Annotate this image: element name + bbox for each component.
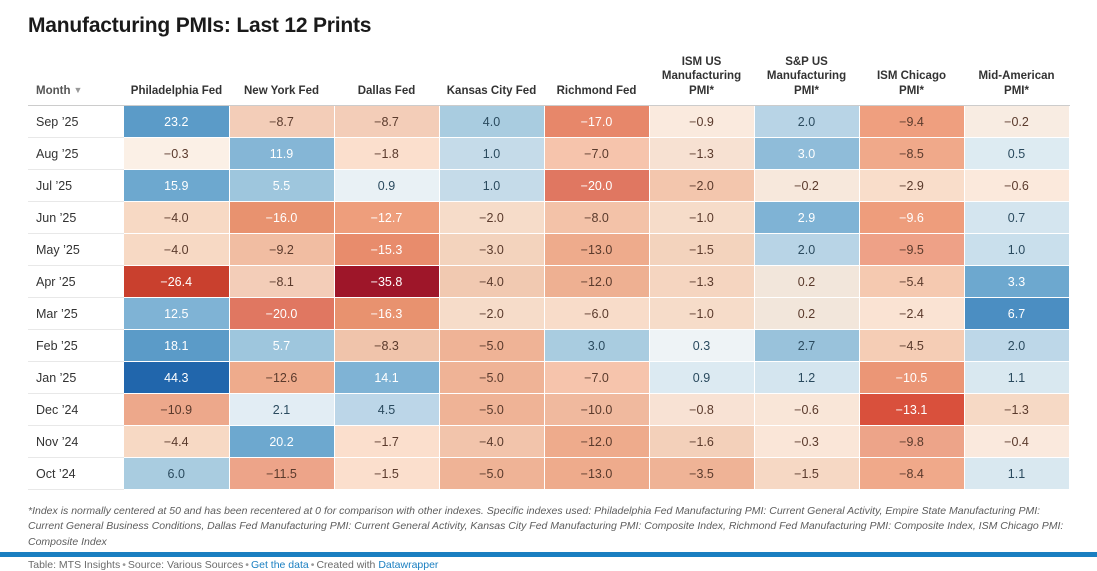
heatmap-cell: 5.7 xyxy=(229,330,334,362)
heatmap-cell: −8.5 xyxy=(859,138,964,170)
heatmap-cell: −7.0 xyxy=(544,138,649,170)
heatmap-cell: −13.1 xyxy=(859,394,964,426)
column-header-label: Richmond Fed xyxy=(556,84,637,97)
heatmap-cell: −1.0 xyxy=(649,298,754,330)
heatmap-cell: −1.3 xyxy=(964,394,1069,426)
credit-separator-3: • xyxy=(310,558,315,571)
heatmap-cell: −9.6 xyxy=(859,202,964,234)
heatmap-cell: −1.3 xyxy=(649,266,754,298)
heatmap-cell: −9.2 xyxy=(229,234,334,266)
column-header-7[interactable] xyxy=(754,52,859,106)
heatmap-cell: −20.0 xyxy=(229,298,334,330)
heatmap-cell: −3.0 xyxy=(439,234,544,266)
heatmap-cell: −8.1 xyxy=(229,266,334,298)
table-row xyxy=(28,106,1069,138)
heatmap-cell: 2.0 xyxy=(754,106,859,138)
heatmap-cell: −12.0 xyxy=(544,426,649,458)
heatmap-cell: −4.4 xyxy=(124,426,229,458)
heatmap-cell: 6.7 xyxy=(964,298,1069,330)
month-header-label: Month xyxy=(36,84,71,97)
column-header-month[interactable] xyxy=(28,52,124,106)
column-header-label: New York Fed xyxy=(244,84,319,97)
row-label-month: Mar ’25 xyxy=(28,298,124,330)
column-header-1[interactable] xyxy=(124,52,229,106)
heatmap-cell: −2.4 xyxy=(859,298,964,330)
heatmap-cell: 1.1 xyxy=(964,362,1069,394)
heatmap-cell: 3.0 xyxy=(544,330,649,362)
pmi-heatmap-table xyxy=(28,52,1070,490)
source-credit: Source: Various Sources xyxy=(127,558,244,571)
heatmap-cell: −5.0 xyxy=(439,394,544,426)
row-label-month: Jul ’25 xyxy=(28,170,124,202)
heatmap-cell: −0.6 xyxy=(964,170,1069,202)
heatmap-cell: −17.0 xyxy=(544,106,649,138)
heatmap-cell: 1.2 xyxy=(754,362,859,394)
row-label-month: Feb ’25 xyxy=(28,330,124,362)
heatmap-cell: −9.4 xyxy=(859,106,964,138)
heatmap-cell: −1.6 xyxy=(649,426,754,458)
table-row xyxy=(28,266,1069,298)
page-title: Manufacturing PMIs: Last 12 Prints xyxy=(28,14,372,37)
credit-separator-1: • xyxy=(122,558,126,571)
heatmap-cell: −7.0 xyxy=(544,362,649,394)
heatmap-cell: 5.5 xyxy=(229,170,334,202)
heatmap-cell: 0.5 xyxy=(964,138,1069,170)
heatmap-cell: −26.4 xyxy=(124,266,229,298)
column-header-label: Kansas City Fed xyxy=(446,84,537,97)
heatmap-cell: −0.2 xyxy=(754,170,859,202)
heatmap-cell: −12.7 xyxy=(334,202,439,234)
heatmap-cell: −13.0 xyxy=(544,234,649,266)
heatmap-cell: 4.5 xyxy=(334,394,439,426)
heatmap-cell: −0.3 xyxy=(754,426,859,458)
credit-line xyxy=(28,559,1069,571)
heatmap-cell: −20.0 xyxy=(544,170,649,202)
heatmap-cell: 1.0 xyxy=(439,138,544,170)
column-header-label: Philadelphia Fed xyxy=(130,84,223,97)
heatmap-cell: −15.3 xyxy=(334,234,439,266)
heatmap-cell: 3.0 xyxy=(754,138,859,170)
heatmap-cell: 18.1 xyxy=(124,330,229,362)
heatmap-cell: 0.7 xyxy=(964,202,1069,234)
heatmap-cell: −10.5 xyxy=(859,362,964,394)
row-label-month: Jan ’25 xyxy=(28,362,124,394)
get-the-data-link[interactable]: Get the data xyxy=(250,558,309,571)
heatmap-cell: −5.0 xyxy=(439,330,544,362)
heatmap-cell: −12.0 xyxy=(544,266,649,298)
heatmap-cell: 14.1 xyxy=(334,362,439,394)
heatmap-cell: −2.9 xyxy=(859,170,964,202)
heatmap-cell: −8.7 xyxy=(334,106,439,138)
table-row xyxy=(28,234,1069,266)
sort-descending-icon[interactable]: ▼ xyxy=(73,85,83,96)
heatmap-cell: −0.6 xyxy=(754,394,859,426)
heatmap-cell: −0.9 xyxy=(649,106,754,138)
heatmap-cell: −4.0 xyxy=(124,202,229,234)
table-row xyxy=(28,330,1069,362)
heatmap-cell: −1.5 xyxy=(754,458,859,490)
heatmap-cell: −5.0 xyxy=(439,362,544,394)
row-label-month: Apr ’25 xyxy=(28,266,124,298)
heatmap-cell: −4.0 xyxy=(124,234,229,266)
table-row xyxy=(28,394,1069,426)
heatmap-cell: −0.8 xyxy=(649,394,754,426)
heatmap-cell: −11.5 xyxy=(229,458,334,490)
heatmap-cell: −13.0 xyxy=(544,458,649,490)
heatmap-cell: 1.1 xyxy=(964,458,1069,490)
table-row xyxy=(28,458,1069,490)
heatmap-cell: −1.8 xyxy=(334,138,439,170)
heatmap-cell: 15.9 xyxy=(124,170,229,202)
table-body xyxy=(28,106,1069,490)
row-label-month: Aug ’25 xyxy=(28,138,124,170)
column-header-5[interactable] xyxy=(544,52,649,106)
heatmap-cell: −1.0 xyxy=(649,202,754,234)
column-header-2[interactable] xyxy=(229,52,334,106)
table-row xyxy=(28,298,1069,330)
heatmap-cell: 0.3 xyxy=(649,330,754,362)
column-header-label: Mid-American PMI* xyxy=(978,70,1055,97)
heatmap-cell: −9.8 xyxy=(859,426,964,458)
table-credit: Table: MTS Insights xyxy=(28,558,121,571)
datawrapper-link[interactable]: Datawrapper xyxy=(378,558,439,571)
heatmap-cell: −4.0 xyxy=(439,266,544,298)
heatmap-cell: −35.8 xyxy=(334,266,439,298)
heatmap-cell: 11.9 xyxy=(229,138,334,170)
heatmap-cell: 20.2 xyxy=(229,426,334,458)
heatmap-cell: 0.2 xyxy=(754,266,859,298)
heatmap-cell: 0.2 xyxy=(754,298,859,330)
column-header-4[interactable] xyxy=(439,52,544,106)
heatmap-cell: −9.5 xyxy=(859,234,964,266)
row-label-month: Sep ’25 xyxy=(28,106,124,138)
heatmap-cell: −8.0 xyxy=(544,202,649,234)
column-header-3[interactable] xyxy=(334,52,439,106)
credit-separator-2: • xyxy=(245,558,249,571)
heatmap-cell: −10.9 xyxy=(124,394,229,426)
column-header-label: S&P US Manufacturing PMI* xyxy=(766,56,847,97)
footnote: *Index is normally centered at 50 and has been recentered at 0 for comparison with other indexes. Specific indexes used: Philadelphia Fed Manufacturing PMI: Current General Activity, Empire State Manufacturing PMI: Current General Business Conditions, Dallas Fed Manufacturing PMI: Current General Activity, Kansas City Fed Manufacturing PMI: Composite Index, Richmond Fed Manufacturing PMI: Composite Index, ISM Chicago PMI: Composite Index xyxy=(28,505,1064,548)
row-label-month: Jun ’25 xyxy=(28,202,124,234)
heatmap-cell: 2.0 xyxy=(964,330,1069,362)
heatmap-cell: 2.7 xyxy=(754,330,859,362)
heatmap-cell: −1.7 xyxy=(334,426,439,458)
column-header-9[interactable] xyxy=(964,52,1069,106)
heatmap-cell: 2.0 xyxy=(754,234,859,266)
heatmap-cell: −8.7 xyxy=(229,106,334,138)
heatmap-cell: −8.3 xyxy=(334,330,439,362)
heatmap-cell: −3.5 xyxy=(649,458,754,490)
column-header-8[interactable] xyxy=(859,52,964,106)
row-label-month: May ’25 xyxy=(28,234,124,266)
heatmap-cell: 3.3 xyxy=(964,266,1069,298)
heatmap-cell: −12.6 xyxy=(229,362,334,394)
heatmap-cell: −8.4 xyxy=(859,458,964,490)
column-header-label: Dallas Fed xyxy=(357,84,416,97)
heatmap-cell: 2.9 xyxy=(754,202,859,234)
row-label-month: Dec ’24 xyxy=(28,394,124,426)
row-label-month: Oct ’24 xyxy=(28,458,124,490)
heatmap-cell: −0.4 xyxy=(964,426,1069,458)
heatmap-cell: 23.2 xyxy=(124,106,229,138)
heatmap-cell: −16.3 xyxy=(334,298,439,330)
heatmap-cell: −5.0 xyxy=(439,458,544,490)
header-row xyxy=(28,52,1069,106)
heatmap-cell: 12.5 xyxy=(124,298,229,330)
row-label-month: Nov ’24 xyxy=(28,426,124,458)
heatmap-cell: −1.5 xyxy=(649,234,754,266)
table-row xyxy=(28,362,1069,394)
heatmap-cell: −4.5 xyxy=(859,330,964,362)
heatmap-cell: 4.0 xyxy=(439,106,544,138)
heatmap-cell: 6.0 xyxy=(124,458,229,490)
created-with-label: Created with xyxy=(316,558,379,571)
heatmap-cell: 44.3 xyxy=(124,362,229,394)
table-row xyxy=(28,202,1069,234)
table-head xyxy=(28,52,1069,106)
column-header-6[interactable] xyxy=(649,52,754,106)
heatmap-cell: −1.3 xyxy=(649,138,754,170)
column-header-label: ISM US Manufacturing PMI* xyxy=(661,56,742,97)
heatmap-cell: −2.0 xyxy=(649,170,754,202)
table-row xyxy=(28,426,1069,458)
heatmap-cell: 1.0 xyxy=(964,234,1069,266)
heatmap-cell: −4.0 xyxy=(439,426,544,458)
heatmap-cell: −0.3 xyxy=(124,138,229,170)
bottom-accent-bar xyxy=(0,552,1097,557)
heatmap-cell: −6.0 xyxy=(544,298,649,330)
column-header-label: ISM Chicago PMI* xyxy=(876,70,946,97)
heatmap-cell: −1.5 xyxy=(334,458,439,490)
heatmap-cell: −10.0 xyxy=(544,394,649,426)
heatmap-cell: −16.0 xyxy=(229,202,334,234)
heatmap-cell: 0.9 xyxy=(334,170,439,202)
heatmap-cell: −0.2 xyxy=(964,106,1069,138)
heatmap-cell: 2.1 xyxy=(229,394,334,426)
heatmap-cell: 0.9 xyxy=(649,362,754,394)
heatmap-cell: −2.0 xyxy=(439,202,544,234)
heatmap-cell: −5.4 xyxy=(859,266,964,298)
table-row xyxy=(28,138,1069,170)
table-row xyxy=(28,170,1069,202)
heatmap-cell: −2.0 xyxy=(439,298,544,330)
heatmap-cell: 1.0 xyxy=(439,170,544,202)
